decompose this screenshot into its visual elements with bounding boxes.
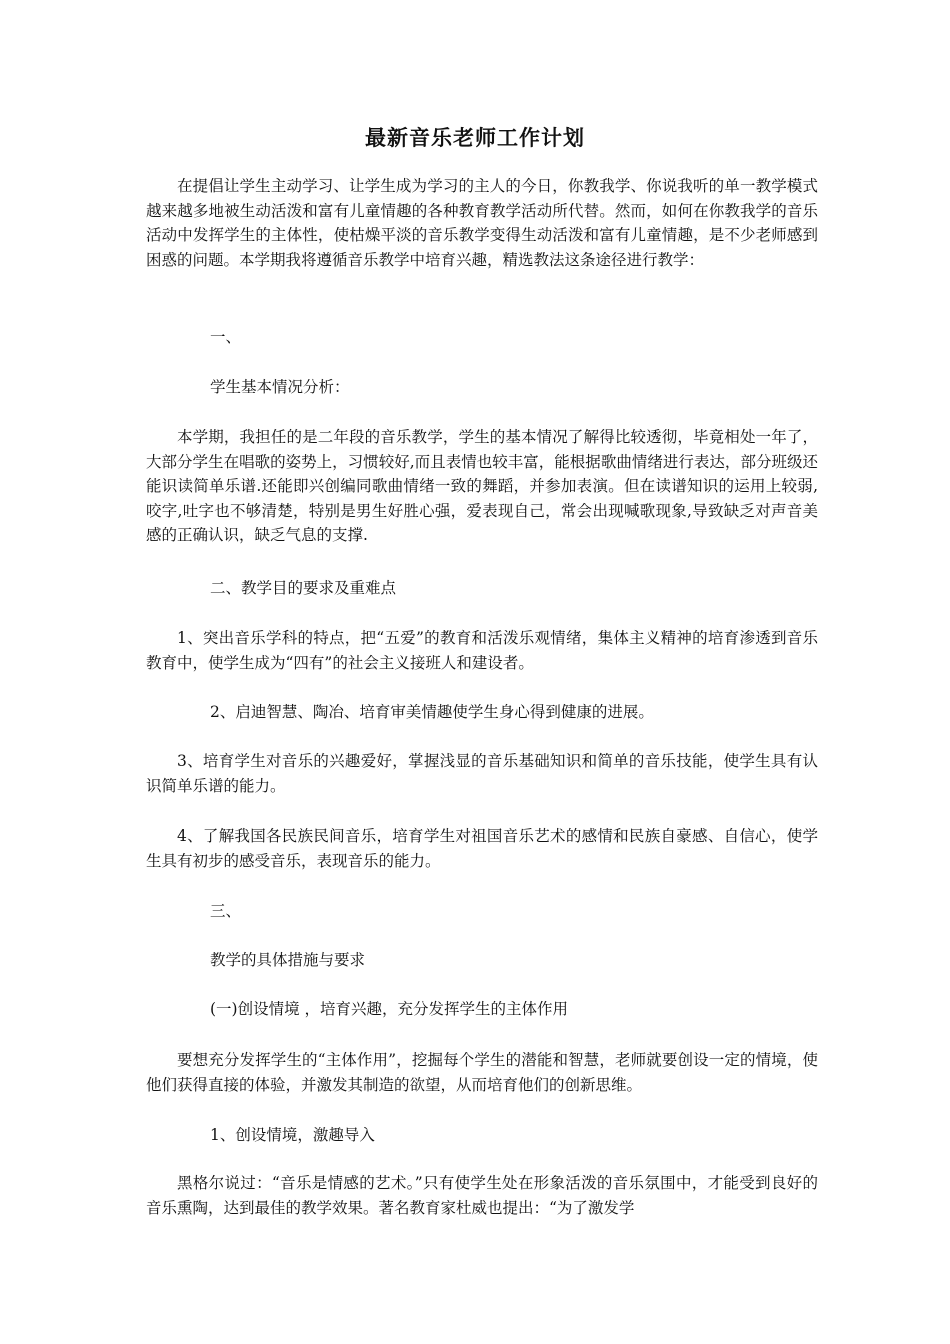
- point-1-body: 黑格尔说过：“音乐是情感的艺术。”只有使学生处在形象活泼的音乐氛围中，才能受到良好的音乐熏陶，达到最佳的教学效果。著名教育家杜威也提出：“为了激发学: [146, 1174, 818, 1217]
- subsection-1-title: (一)创设情境 ，培育兴趣，充分发挥学生的主体作用: [210, 1000, 569, 1018]
- point-1-title: 1、创设情境，激趣导入: [210, 1126, 375, 1144]
- section-1-number: 一、: [210, 328, 242, 346]
- section-3-title: 教学的具体措施与要求: [210, 951, 366, 969]
- document-title: 最新音乐老师工作计划: [365, 125, 585, 150]
- section-1-body: 本学期，我担任的是二年段的音乐教学，学生的基本情况了解得比较透彻，毕竟相处一年了，大部分学生在唱歌的姿势上，习惯较好,而且表情也较丰富，能根据歌曲情绪进行表达，部分班级还能识读简单乐谱.还能即兴创编同歌曲情绪一致的舞蹈，并参加表演。但在读谱知识的运用上较弱,咬字,吐字也不够清楚，特别是男生好胜心强，爱表现自己，常会出现喊歌现象,导致缺乏对声音美感的正确认识，缺乏气息的支撑.: [146, 428, 818, 544]
- goal-1-paragraph: 1、突出音乐学科的特点，把“五爱”的教育和活泼乐观情绪，集体主义精神的培育渗透到音乐教育中，使学生成为“四有”的社会主义接班人和建设者。: [146, 629, 818, 672]
- goal-3-paragraph: 3、培育学生对音乐的兴趣爱好，掌握浅显的音乐基础知识和简单的音乐技能，使学生具有认识简单乐谱的能力。: [146, 752, 818, 795]
- intro-paragraph: 在提倡让学生主动学习、让学生成为学习的主人的今日，你教我学、你说我听的单一教学模式越来越多地被生动活泼和富有儿童情趣的各种教育教学活动所代替。然而，如何在你教我学的音乐活动中发挥学生的主体性，使枯燥平淡的音乐教学变得生动活泼和富有儿童情趣，是不少老师感到困惑的问题。本学期我将遵循音乐教学中培育兴趣，精选教法这条途径进行教学：: [146, 177, 818, 269]
- section-2-title: 二、教学目的要求及重难点: [210, 579, 397, 597]
- goal-4-paragraph: 4、了解我国各民族民间音乐，培育学生对祖国音乐艺术的感情和民族自豪感、自信心，使学生具有初步的感受音乐，表现音乐的能力。: [146, 827, 818, 870]
- section-3-number: 三、: [210, 902, 242, 920]
- subsection-1-body: 要想充分发挥学生的“主体作用”，挖掘每个学生的潜能和智慧，老师就要创设一定的情境，使他们获得直接的体验，并激发其制造的欲望，从而培育他们的创新思维。: [146, 1051, 818, 1094]
- goal-2-paragraph: 2、启迪智慧、陶冶、培育审美情趣使学生身心得到健康的进展。: [210, 703, 654, 721]
- section-1-title: 学生基本情况分析：: [210, 378, 350, 396]
